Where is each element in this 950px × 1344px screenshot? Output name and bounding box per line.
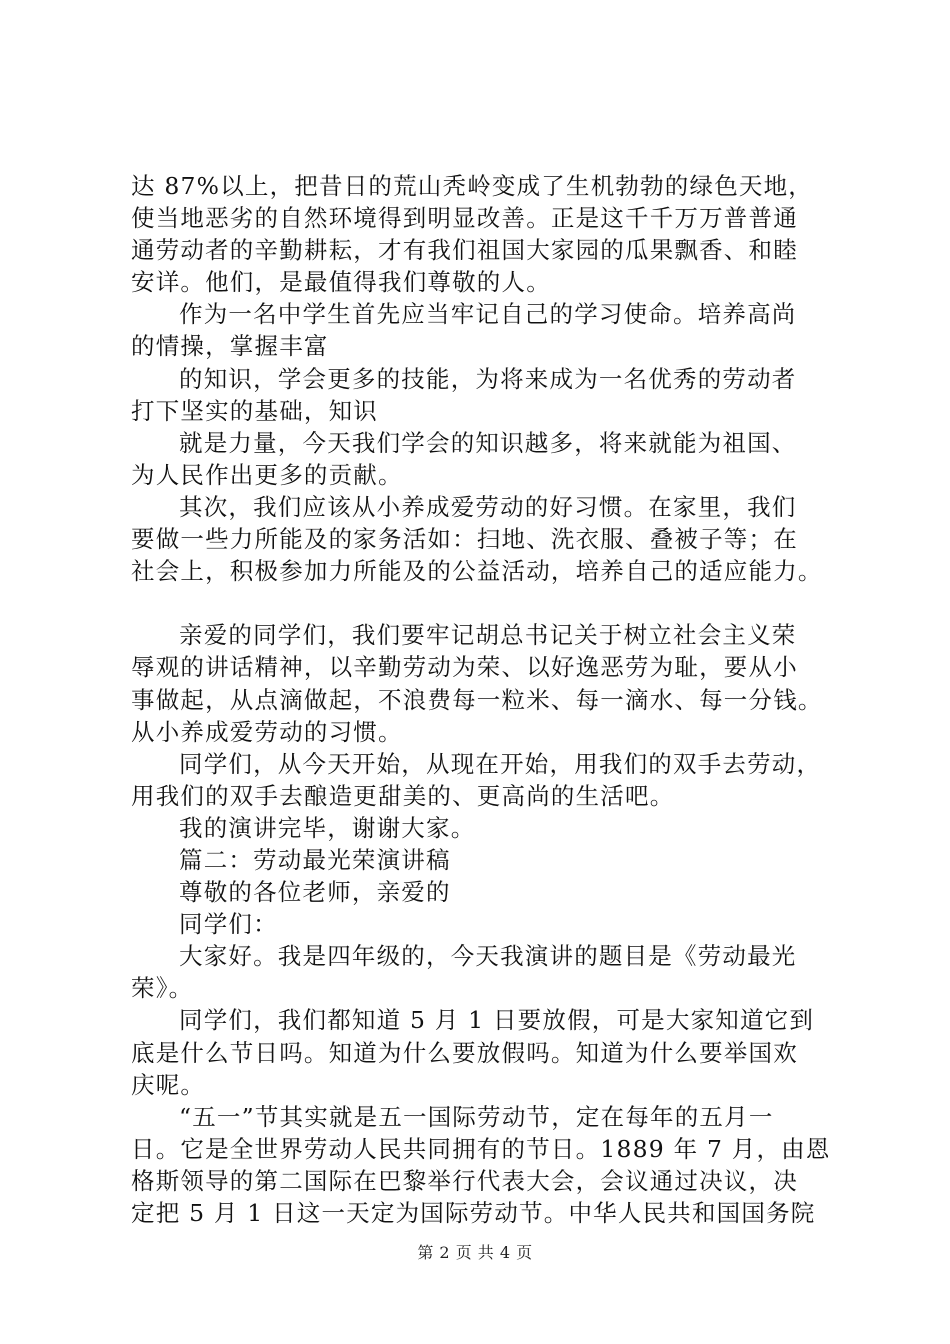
text-line: 就是力量，今天我们学会的知识越多，将来就能为祖国、 — [179, 428, 797, 457]
text-line: 荣》。 — [131, 974, 194, 1003]
text-line: 安详。他们，是最值得我们尊敬的人。 — [131, 268, 551, 297]
text-line: 同学们： — [179, 910, 278, 939]
text-line: 打下坚实的基础，知识 — [131, 396, 378, 425]
text-line: 的知识，学会更多的技能，为将来成为一名优秀的劳动者 — [179, 364, 797, 393]
text-line: 其次，我们应该从小养成爱劳动的好习惯。在家里，我们 — [179, 492, 797, 521]
text-line: 社会上，积极参加力所能及的公益活动，培养自己的适应能力。 — [131, 557, 823, 586]
text-line: 庆呢。 — [131, 1070, 206, 1099]
body-text — [131, 170, 851, 1229]
text-line: 大家好。我是四年级的，今天我演讲的题目是《劳动最光 — [179, 942, 797, 971]
text-line: 亲爱的同学们，我们要牢记胡总书记关于树立社会主义荣 — [179, 621, 797, 650]
text-line: 我的演讲完毕，谢谢大家。 — [179, 813, 476, 842]
text-line: 使当地恶劣的自然环境得到明显改善。正是这千千万万普普通 — [131, 204, 798, 233]
text-line: 用我们的双手去酿造更甜美的、更高尚的生活吧。 — [131, 781, 675, 810]
text-line: 通劳动者的辛勤耕耘，才有我们祖国大家园的瓜果飘香、和睦 — [131, 236, 798, 265]
text-line: “五一”节其实就是五一国际劳动节，定在每年的五月一 — [179, 1102, 774, 1131]
text-line: 格斯领导的第二国际在巴黎举行代表大会，会议通过决议，决 — [131, 1166, 798, 1195]
text-line: 为人民作出更多的贡献。 — [131, 460, 403, 489]
text-line: 同学们，从今天开始，从现在开始，用我们的双手去劳动， — [179, 749, 822, 778]
text-line: 同学们，我们都知道 5 月 1 日要放假，可是大家知道它到 — [179, 1006, 815, 1035]
text-line: 尊敬的各位老师，亲爱的 — [179, 878, 451, 907]
text-line: 篇二：劳动最光荣演讲稿 — [179, 845, 451, 874]
text-line: 要做一些力所能及的家务活如：扫地、洗衣服、叠被子等；在 — [131, 525, 798, 554]
text-line: 的情操，掌握丰富 — [131, 332, 329, 361]
text-line: 辱观的讲话精神，以辛勤劳动为荣、以好逸恶劳为耻，要从小 — [131, 653, 798, 682]
text-line: 达 87%以上，把昔日的荒山秃岭变成了生机勃勃的绿色天地， — [131, 172, 814, 200]
text-line: 事做起，从点滴做起，不浪费每一粒米、每一滴水、每一分钱。 — [131, 685, 823, 714]
text-line: 从小养成爱劳动的习惯。 — [131, 717, 403, 746]
text-line: 日。它是全世界劳动人民共同拥有的节日。1889 年 7 月，由恩 — [131, 1134, 831, 1163]
blank-line — [131, 587, 851, 619]
text-line: 作为一名中学生首先应当牢记自己的学习使命。培养高尚 — [179, 300, 797, 329]
text-line: 定把 5 月 1 日这一天定为国际劳动节。中华人民共和国国务院 — [131, 1199, 816, 1227]
page-footer: 第 2 页 共 4 页 — [417, 1243, 533, 1262]
text-line: 底是什么节日吗。知道为什么要放假吗。知道为什么要举国欢 — [131, 1038, 798, 1067]
